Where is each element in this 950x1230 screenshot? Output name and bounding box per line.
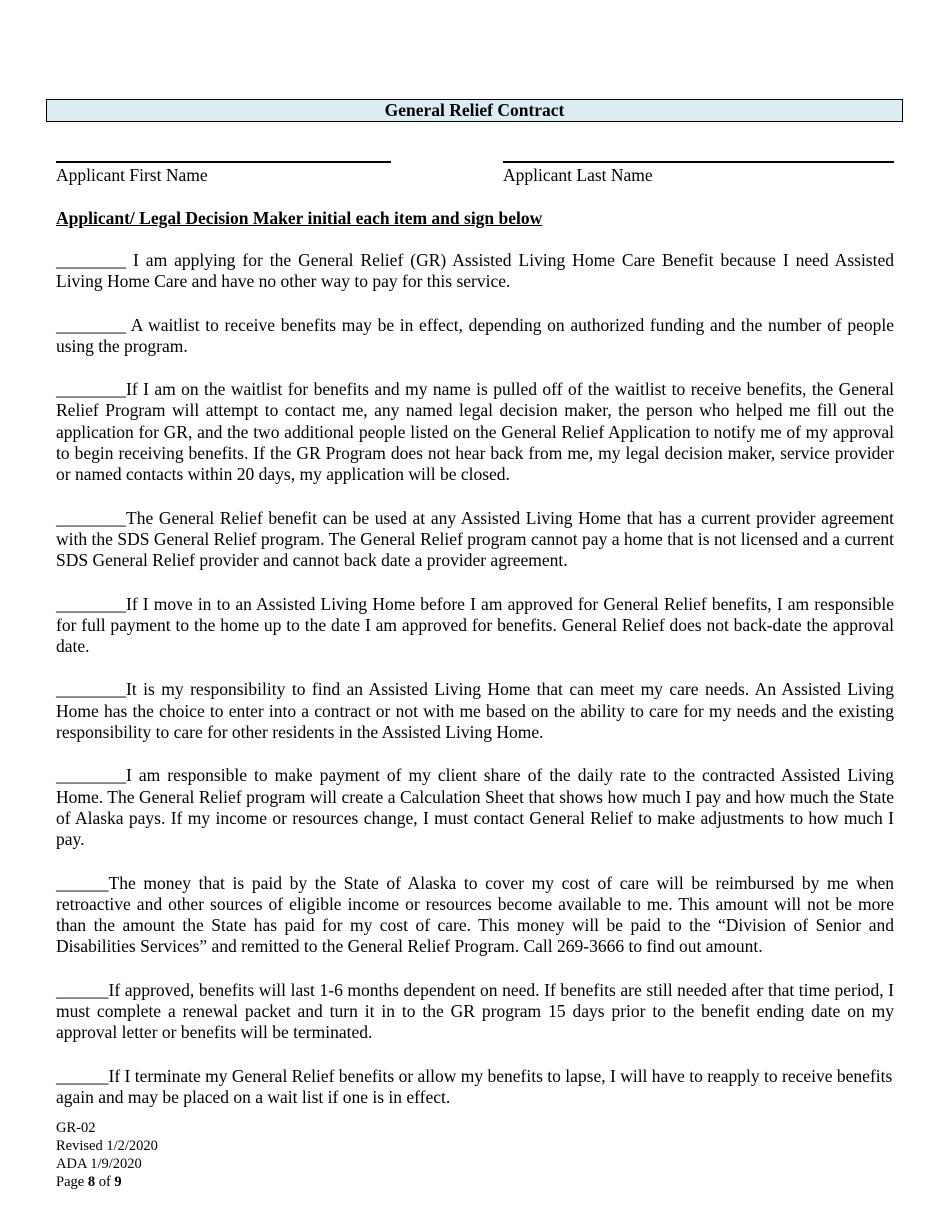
contract-item [56, 315, 894, 358]
item-text: If I move in to an Assisted Living Home before I am approved for General Relief benefits, I am responsible for full payment to the home up to the date I am approved for benefits. General Relief does not back-date the approval date. [56, 593, 894, 657]
contract-item [56, 594, 894, 658]
initial-blank[interactable]: ______ [56, 872, 109, 893]
contract-item [56, 1066, 894, 1109]
item-text: If I terminate my General Relief benefits or allow my benefits to lapse, I will have to reapply to receive benefits again and may be placed on a wait list if one is in effect. [56, 1065, 893, 1107]
initial-blank[interactable]: ________ [56, 379, 126, 400]
item-text: If I am on the waitlist for benefits and my name is pulled off of the waitlist to receive benefits, the General Relief Program will attempt to contact me, any named legal decision maker, the person who helped me fill out the application for GR, and the two additional people listed on the General Relief Application to notify me of my approval to begin receiving benefits. If the GR Program does not hear back from me, my legal decision maker, service provider or named contacts within 20 days, my application will be closed. [56, 379, 894, 485]
contract-item [56, 250, 894, 293]
current-page: 8 [87, 1174, 96, 1190]
initial-blank[interactable]: ________ [56, 593, 126, 614]
contract-item [56, 679, 894, 743]
item-text: I am applying for the General Relief (GR) Assisted Living Home Care Benefit because I need Assisted Living Home Care and have no other way to pay for this service. [56, 250, 894, 292]
item-text: The General Relief benefit can be used at any Assisted Living Home that has a current provider agreement with the SDS General Relief program. The General Relief program cannot pay a home that is not licensed and a current SDS General Relief provider and cannot back date a provider agreement. [56, 507, 894, 571]
page-footer [56, 1119, 158, 1191]
initial-blank[interactable]: ______ [56, 979, 109, 1000]
initial-blank[interactable]: ________ [56, 250, 126, 270]
contract-item [56, 980, 894, 1044]
ada-date: ADA 1/9/2020 [56, 1156, 142, 1172]
item-text: If approved, benefits will last 1-6 months dependent on need. If benefits are still needed after that time period, I must complete a renewal packet and turn it in to the GR program 15 days prior to the benefit ending date on my approval letter or benefits will be terminated. [56, 979, 894, 1043]
initial-blank[interactable]: ________ [56, 765, 126, 786]
page-number: Page 8 of 9 [56, 1174, 122, 1190]
initial-blank[interactable]: ________ [56, 679, 126, 700]
contract-item [56, 873, 894, 958]
initial-blank[interactable]: ________ [56, 314, 126, 335]
total-pages: 9 [114, 1174, 122, 1190]
instruction-heading: Applicant/ Legal Decision Maker initial each item and sign below [56, 208, 543, 228]
item-text: I am responsible to make payment of my client share of the daily rate to the contracted Assisted Living Home. The General Relief program will create a Calculation Sheet that shows how much I pay and how much the State of Alaska pays. If my income or resources change, I must contact General Relief to make adjustments to how much I pay. [56, 765, 894, 850]
contract-item [56, 765, 894, 850]
revised-date: Revised 1/2/2020 [56, 1138, 158, 1154]
last-name-label: Applicant Last Name [503, 165, 653, 185]
first-name-line[interactable] [56, 161, 391, 163]
form-title: General Relief Contract [46, 99, 903, 122]
form-id: GR-02 [56, 1120, 96, 1136]
item-text: A waitlist to receive benefits may be in effect, depending on authorized funding and the number of people using the program. [56, 314, 894, 356]
initial-blank[interactable]: ______ [56, 1065, 109, 1086]
item-text: The money that is paid by the State of Alaska to cover my cost of care will be reimbursed by me when retroactive and other sources of eligible income or resources become available to me. This amount will not be more than the amount the State has paid for my cost of care. This money will be paid to the “Division of Senior and Disabilities Services” and remitted to the General Relief Program. Call 269-3666 to find out amount. [56, 872, 894, 957]
contract-item [56, 508, 894, 572]
first-name-label: Applicant First Name [56, 165, 208, 185]
contract-item [56, 379, 894, 485]
last-name-line[interactable] [503, 161, 894, 163]
initial-blank[interactable]: ________ [56, 507, 126, 528]
contract-items [56, 250, 894, 1130]
item-text: It is my responsibility to find an Assisted Living Home that can meet my care needs. An Assisted Living Home has the choice to enter into a contract or not with me based on the ability to care for my needs and the existing responsibility to care for other residents in the Assisted Living Home. [56, 679, 894, 743]
